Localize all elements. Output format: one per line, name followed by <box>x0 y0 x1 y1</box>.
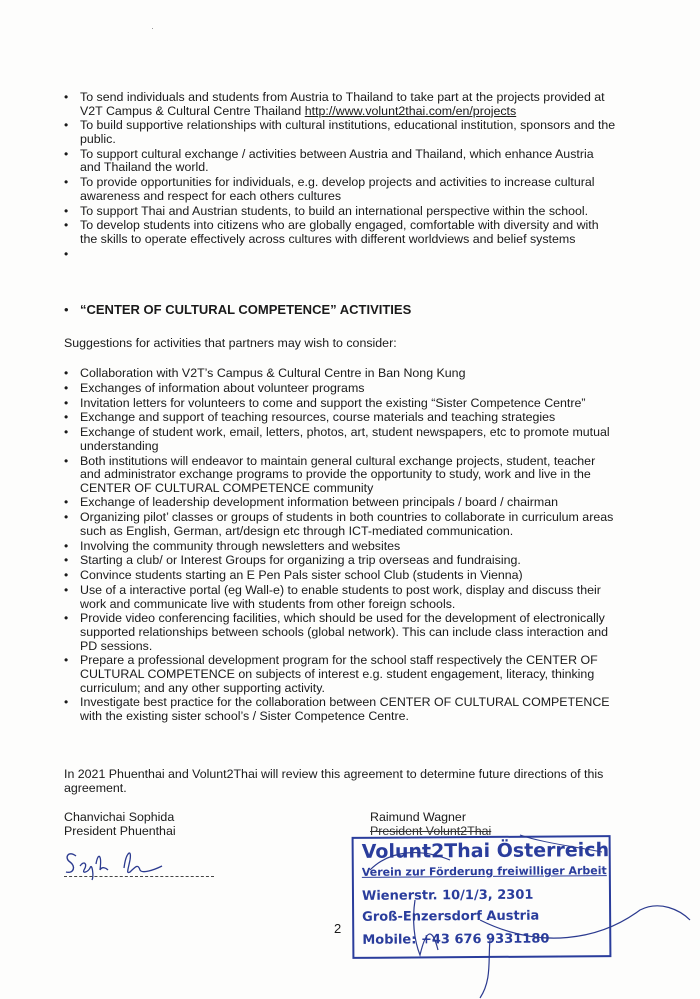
signatory-left <box>64 810 176 838</box>
signatory-right-title: President Volunt2Thai <box>370 824 492 838</box>
signatory-left-name: Chanvichai Sophida <box>64 810 175 824</box>
activity-item: • Involving the community through newsletters and websites <box>64 540 616 554</box>
activity-item: • Prepare a professional development program for the school staff respectively the CENTER OF CULTURAL COMPETENCE on subjects of interest e.g. student engagement, literacy, thinking curriculum; and any other supporting activity. <box>64 654 616 695</box>
stamp-line-1: Volunt2Thai Österreich <box>361 839 610 863</box>
review-paragraph: In 2021 Phuenthai and Volunt2Thai will review this agreement to determine future directions of this agreement. <box>64 767 604 795</box>
activity-item: • Organizing pilot’ classes or groups of students in both countries to collaborate in curriculum areas such as English, German, art/design etc through ICT-mediated communication. <box>64 511 616 538</box>
scan-speck <box>152 28 153 29</box>
activity-item: • Exchange and support of teaching resources, course materials and teaching strategies <box>64 411 616 425</box>
stamp-line-4: Groß-Enzersdorf Austria <box>362 908 540 925</box>
objective-item: • To support cultural exchange / activities between Austria and Thailand, which enhance Austria and Thailand the world. <box>64 148 616 175</box>
activity-item: • Investigate best practice for the collaboration between CENTER OF CULTURAL COMPETENCE with the existing sister school’s / Sister Competence Centre. <box>64 696 616 723</box>
objective-item: • To send individuals and students from Austria to Thailand to take part at the projects provided at V2T Campus & Cultural Centre Thailand http://www.volunt2thai.com/en/projects <box>64 91 616 118</box>
objective-item: • To develop students into citizens who are globally engaged, comfortable with diversity and with the skills to operate effectively across cultures with different worldviews and belief systems <box>64 219 616 246</box>
stamp-line-5: Mobile: +43 676 9331180 <box>362 931 550 948</box>
activity-item: • Exchange of student work, email, letters, photos, art, student newspapers, etc to promote mutual understanding <box>64 426 616 453</box>
activity-item: • Provide video conferencing facilities, which should be used for the development of electronically supported relationships between schools (global network). This can include class interaction and PD sessions. <box>64 612 616 653</box>
activity-item: • Use of a interactive portal (eg Wall-e) to enable students to post work, display and discuss their work and communicate live with students from other foreign schools. <box>64 584 616 611</box>
signature-line <box>64 876 214 877</box>
signatory-right <box>370 810 491 838</box>
activity-item: • Invitation letters for volunteers to come and support the existing “Sister Competence Centre” <box>64 397 616 411</box>
activity-item: • Exchanges of information about volunteer programs <box>64 382 616 396</box>
stamp-line-2: Verein zur Förderung freiwilliger Arbeit <box>361 864 607 879</box>
signatory-right-name: Raimund Wagner <box>370 810 466 824</box>
organization-stamp <box>352 835 612 959</box>
objective-item-empty <box>64 248 616 262</box>
objective-item: • To provide opportunities for individuals, e.g. develop projects and activities to increase cultural awareness and respect for each others cultures <box>64 176 616 203</box>
page-number: 2 <box>334 921 342 936</box>
objective-item: • To support Thai and Austrian students, to build an international perspective within the school. <box>64 205 616 219</box>
activity-item: • Convince students starting an E Pen Pals sister school Club (students in Vienna) <box>64 569 616 583</box>
activity-item: • Both institutions will endeavor to maintain general cultural exchange projects, student, teacher and administrator exchange programs to provide the opportunity to study, work and live in the CENTER OF CULTURAL COMPETENCE community <box>64 455 616 496</box>
activity-item: • Starting a club/ or Interest Groups for organizing a trip overseas and fundraising. <box>64 554 616 568</box>
section-heading: • “CENTER OF CULTURAL COMPETENCE” ACTIVITIES <box>64 302 411 317</box>
projects-link[interactable]: http://www.volunt2thai.com/en/projects <box>304 103 517 118</box>
activity-item: • Collaboration with V2T’s Campus & Cultural Centre in Ban Nong Kung <box>64 367 616 381</box>
suggestions-intro: Suggestions for activities that partners may wish to consider: <box>64 336 397 350</box>
stamp-line-3: Wienerstr. 10/1/3, 2301 <box>361 887 534 904</box>
activity-item: • Exchange of leadership development information between principals / board / chairman <box>64 496 616 510</box>
objective-item: • To build supportive relationships with cultural institutions, educational institution, sponsors and the public. <box>64 119 616 146</box>
signatory-left-title: President Phuenthai <box>64 824 176 838</box>
objectives-list <box>64 91 616 263</box>
activities-list <box>64 367 616 725</box>
